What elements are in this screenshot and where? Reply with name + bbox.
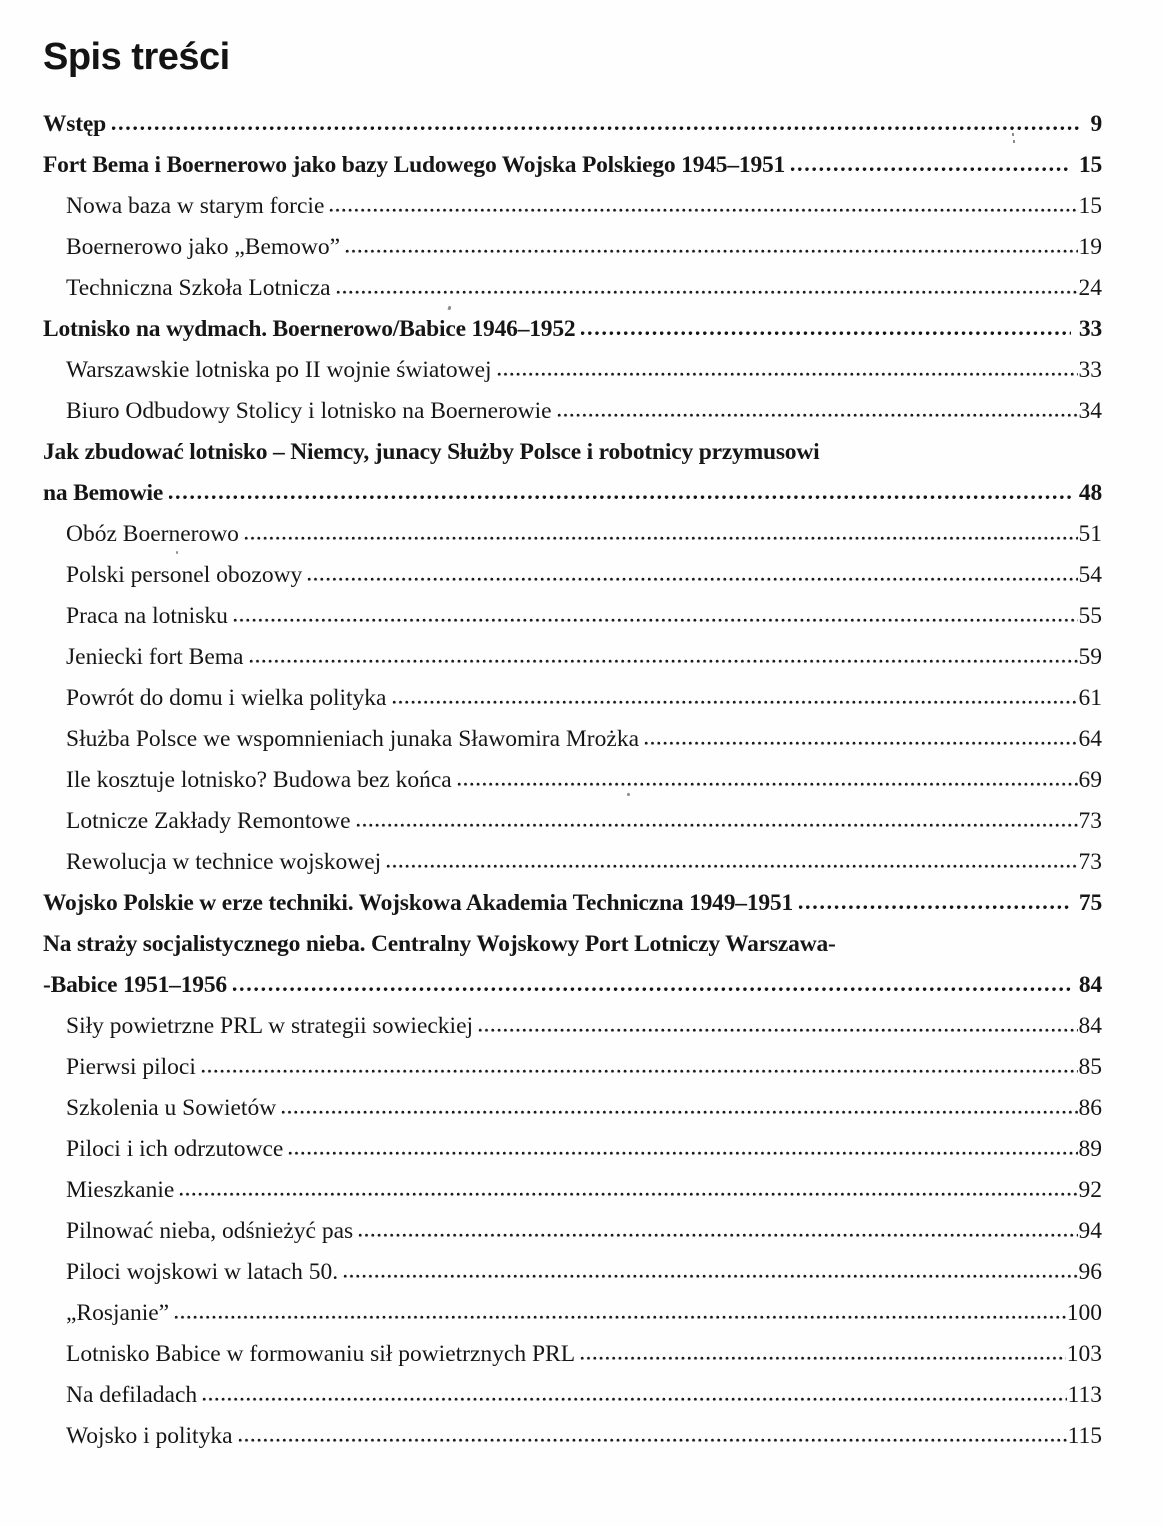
dot-leader bbox=[478, 1027, 1077, 1033]
entry-label: Szkolenia u Sowietów bbox=[66, 1095, 277, 1121]
entry-label: Na defiladach bbox=[66, 1382, 198, 1408]
toc-entry bbox=[43, 399, 1102, 423]
dot-leader bbox=[358, 1232, 1077, 1238]
toc-entry bbox=[43, 850, 1102, 874]
entry-label: Siły powietrzne PRL w strategii sowieckiej bbox=[66, 1013, 474, 1039]
entry-label: Piloci i ich odrzutowce bbox=[66, 1136, 284, 1162]
entry-page-number: 85 bbox=[1078, 1054, 1102, 1080]
toc-entry bbox=[43, 563, 1102, 587]
entry-label: Jeniecki fort Bema bbox=[66, 644, 244, 670]
entry-label: Praca na lotnisku bbox=[66, 603, 228, 629]
dot-leader bbox=[497, 371, 1078, 377]
dot-leader bbox=[457, 781, 1078, 787]
toc-entry bbox=[43, 112, 1102, 136]
toc-entry bbox=[43, 727, 1102, 751]
entry-page-number: 33 bbox=[1078, 316, 1102, 342]
toc-entry bbox=[43, 194, 1102, 218]
toc-entry bbox=[43, 440, 1102, 464]
toc-entry bbox=[43, 809, 1102, 833]
entry-label: Obóz Boernerowo bbox=[66, 521, 239, 547]
dot-leader bbox=[179, 1191, 1077, 1197]
toc-list bbox=[43, 112, 1102, 1448]
entry-label: Lotnisko Babice w formowaniu sił powietrznych PRL bbox=[66, 1341, 576, 1367]
dot-leader bbox=[345, 248, 1077, 254]
entry-label: Jak zbudować lotnisko – Niemcy, junacy Służby Polsce i robotnicy przymusowi bbox=[43, 439, 820, 465]
toc-entry bbox=[43, 973, 1102, 997]
entry-page-number: 15 bbox=[1078, 193, 1102, 219]
dot-leader bbox=[281, 1109, 1077, 1115]
entry-label: Służba Polsce we wspomnieniach junaka Sławomira Mrożka bbox=[66, 726, 639, 752]
dot-leader bbox=[580, 330, 1070, 336]
dot-leader bbox=[307, 576, 1077, 582]
entry-page-number: 33 bbox=[1078, 357, 1102, 383]
entry-page-number: 100 bbox=[1066, 1300, 1102, 1326]
dot-leader bbox=[168, 494, 1071, 500]
entry-page-number: 73 bbox=[1078, 808, 1102, 834]
entry-page-number: 92 bbox=[1078, 1177, 1102, 1203]
entry-label: Mieszkanie bbox=[66, 1177, 175, 1203]
entry-page-number: 34 bbox=[1078, 398, 1102, 424]
entry-label: Warszawskie lotniska po II wojnie światowej bbox=[66, 357, 492, 383]
dot-leader bbox=[288, 1150, 1077, 1156]
dot-leader bbox=[201, 1068, 1078, 1074]
dot-leader bbox=[336, 289, 1078, 295]
entry-page-number: 115 bbox=[1067, 1423, 1102, 1449]
entry-page-number: 51 bbox=[1078, 521, 1102, 547]
entry-label: „Rosjanie” bbox=[66, 1300, 170, 1326]
entry-label: Lotnicze Zakłady Remontowe bbox=[66, 808, 351, 834]
entry-label: Piloci wojskowi w latach 50. bbox=[66, 1259, 339, 1285]
dot-leader bbox=[202, 1396, 1066, 1402]
entry-page-number: 24 bbox=[1078, 275, 1102, 301]
toc-entry bbox=[43, 1424, 1102, 1448]
entry-page-number: 61 bbox=[1078, 685, 1102, 711]
toc-entry bbox=[43, 1219, 1102, 1243]
entry-page-number: 84 bbox=[1078, 972, 1102, 998]
entry-page-number: 15 bbox=[1078, 152, 1102, 178]
dot-leader bbox=[356, 822, 1078, 828]
dot-leader bbox=[329, 207, 1077, 213]
entry-page-number: 75 bbox=[1078, 890, 1102, 916]
entry-label: Lotnisko na wydmach. Boernerowo/Babice 1946–1952 bbox=[43, 316, 576, 342]
toc-entry bbox=[43, 358, 1102, 382]
entry-label: na Bemowie bbox=[43, 480, 164, 506]
entry-label: Fort Bema i Boernerowo jako bazy Ludowego Wojska Polskiego 1945–1951 bbox=[43, 152, 786, 178]
dot-leader bbox=[386, 863, 1077, 869]
entry-label: Wojsko i polityka bbox=[66, 1423, 233, 1449]
entry-page-number: 48 bbox=[1078, 480, 1102, 506]
dot-leader bbox=[238, 1437, 1067, 1443]
entry-label: Wstęp bbox=[43, 111, 106, 137]
entry-page-number: 64 bbox=[1078, 726, 1102, 752]
toc-entry bbox=[43, 1178, 1102, 1202]
toc-entry bbox=[43, 481, 1102, 505]
entry-page-number: 94 bbox=[1078, 1218, 1102, 1244]
toc-entry bbox=[43, 604, 1102, 628]
entry-label: Biuro Odbudowy Stolicy i lotnisko na Boernerowie bbox=[66, 398, 552, 424]
entry-label: Nowa baza w starym forcie bbox=[66, 193, 325, 219]
entry-page-number: 69 bbox=[1078, 767, 1102, 793]
toc-entry bbox=[43, 522, 1102, 546]
dot-leader bbox=[174, 1314, 1066, 1320]
entry-label: -Babice 1951–1956 bbox=[43, 972, 227, 998]
entry-label: Boernerowo jako „Bemowo” bbox=[66, 234, 341, 260]
dot-leader bbox=[392, 699, 1078, 705]
entry-label: Powrót do domu i wielka polityka bbox=[66, 685, 387, 711]
toc-entry bbox=[43, 153, 1102, 177]
entry-page-number: 54 bbox=[1078, 562, 1102, 588]
toc-entry bbox=[43, 686, 1102, 710]
toc-entry bbox=[43, 1055, 1102, 1079]
entry-page-number: 86 bbox=[1078, 1095, 1102, 1121]
toc-entry bbox=[43, 1096, 1102, 1120]
entry-label: Na straży socjalistycznego nieba. Centralny Wojskowy Port Lotniczy Warszawa- bbox=[43, 931, 836, 957]
dot-leader bbox=[111, 125, 1082, 131]
dot-leader bbox=[644, 740, 1078, 746]
toc-entry bbox=[43, 1260, 1102, 1284]
page-title: Spis treści bbox=[43, 36, 230, 78]
dot-leader bbox=[244, 535, 1078, 541]
toc-entry bbox=[43, 1383, 1102, 1407]
entry-page-number: 9 bbox=[1090, 111, 1102, 137]
entry-page-number: 89 bbox=[1078, 1136, 1102, 1162]
entry-page-number: 59 bbox=[1078, 644, 1102, 670]
toc-entry bbox=[43, 932, 1102, 956]
scan-artifact bbox=[1012, 133, 1014, 136]
dot-leader bbox=[798, 904, 1071, 910]
scan-artifact bbox=[627, 793, 630, 796]
entry-label: Pierwsi piloci bbox=[66, 1054, 196, 1080]
entry-label: Techniczna Szkoła Lotnicza bbox=[66, 275, 331, 301]
toc-entry bbox=[43, 1342, 1102, 1366]
entry-label: Wojsko Polskie w erze techniki. Wojskowa Akademia Techniczna 1949–1951 bbox=[43, 890, 794, 916]
dot-leader bbox=[233, 617, 1078, 623]
scan-artifact bbox=[1013, 140, 1015, 143]
toc-entry bbox=[43, 645, 1102, 669]
dot-leader bbox=[232, 986, 1071, 992]
toc-entry bbox=[43, 768, 1102, 792]
entry-label: Rewolucja w technice wojskowej bbox=[66, 849, 382, 875]
toc-entry bbox=[43, 276, 1102, 300]
dot-leader bbox=[790, 166, 1071, 172]
entry-label: Pilnować nieba, odśnieżyć pas bbox=[66, 1218, 354, 1244]
dot-leader bbox=[580, 1355, 1066, 1361]
entry-page-number: 73 bbox=[1078, 849, 1102, 875]
toc-entry bbox=[43, 891, 1102, 915]
scan-artifact bbox=[176, 551, 178, 554]
toc-entry bbox=[43, 1301, 1102, 1325]
entry-label: Ile kosztuje lotnisko? Budowa bez końca bbox=[66, 767, 452, 793]
dot-leader bbox=[343, 1273, 1077, 1279]
toc-entry bbox=[43, 1014, 1102, 1038]
entry-page-number: 84 bbox=[1078, 1013, 1102, 1039]
entry-label: Polski personel obozowy bbox=[66, 562, 303, 588]
entry-page-number: 96 bbox=[1078, 1259, 1102, 1285]
entry-page-number: 55 bbox=[1078, 603, 1102, 629]
entry-page-number: 19 bbox=[1078, 234, 1102, 260]
dot-leader bbox=[557, 412, 1078, 418]
dot-leader bbox=[249, 658, 1078, 664]
entry-page-number: 113 bbox=[1067, 1382, 1102, 1408]
entry-page-number: 103 bbox=[1066, 1341, 1102, 1367]
toc-entry bbox=[43, 317, 1102, 341]
toc-entry bbox=[43, 1137, 1102, 1161]
toc-entry bbox=[43, 235, 1102, 259]
